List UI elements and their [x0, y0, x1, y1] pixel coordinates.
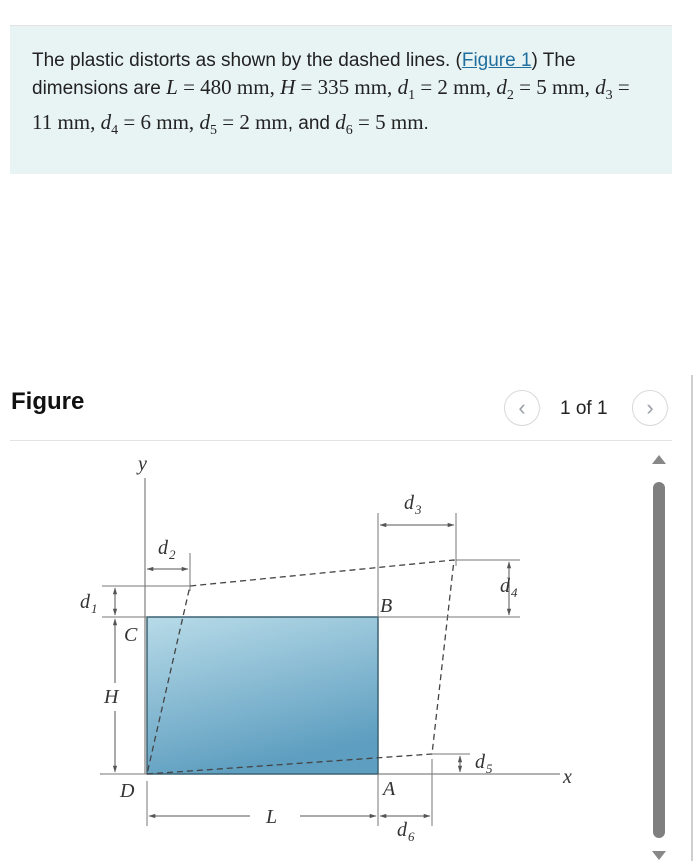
- chevron-right-icon: ›: [646, 395, 654, 420]
- chevron-left-icon: ‹: [518, 395, 526, 420]
- point-B-label: B: [380, 595, 393, 617]
- plastic-plate: [147, 617, 378, 774]
- figure-heading: Figure: [11, 388, 85, 415]
- next-figure-button[interactable]: [632, 390, 668, 426]
- L-value: 480 mm,: [200, 75, 275, 99]
- d2-subscript: 2: [506, 87, 514, 103]
- d2-label: d: [158, 537, 168, 559]
- d2-symbol: d: [496, 75, 507, 99]
- d3-label-sub: 3: [415, 502, 422, 517]
- d4-subscript: 4: [111, 122, 119, 138]
- d6-label: d: [397, 819, 407, 841]
- figure-link[interactable]: Figure 1: [461, 50, 532, 71]
- d5-label-sub: 5: [486, 761, 493, 776]
- d3-symbol: d: [595, 75, 606, 99]
- previous-figure-button[interactable]: [504, 390, 540, 426]
- d6-label-sub: 6: [408, 829, 415, 844]
- L-symbol: L: [166, 75, 178, 99]
- d6-subscript: 6: [345, 122, 353, 138]
- point-A-label: A: [383, 778, 396, 800]
- intro-text: The plastic distorts as shown by the dashed lines. (: [32, 50, 462, 71]
- d2-label-sub: 2: [169, 547, 176, 562]
- d1-symbol: d: [397, 75, 409, 99]
- d1-label: d: [80, 591, 90, 613]
- figure-pager: 1 of 1: [560, 398, 608, 419]
- L-dimension-label: L: [266, 806, 278, 828]
- d5-subscript: 5: [209, 122, 217, 138]
- x-axis-label: x: [563, 766, 572, 788]
- point-C-label: C: [124, 624, 138, 646]
- point-D-label: D: [120, 780, 135, 802]
- d3-label: d: [404, 492, 414, 514]
- y-axis-label: y: [138, 453, 147, 475]
- panel-edge: [691, 375, 693, 861]
- d3-value: 11 mm,: [32, 109, 96, 134]
- H-value: 335 mm,: [317, 75, 393, 99]
- d6-value: 5 mm: [375, 109, 424, 134]
- d1-subscript: 1: [408, 87, 416, 103]
- H-symbol: H: [280, 75, 296, 99]
- scroll-up-arrow-icon[interactable]: [652, 455, 666, 464]
- after-link-text: ) The dimensions are: [32, 50, 576, 99]
- and-text: , and: [287, 112, 330, 134]
- distortion-figure: [0, 441, 640, 856]
- problem-statement: The plastic distorts as shown by the dashed lines. (Figure 1) The dimensions are L = 480 mm, H = 335 mm, $d_1 = 2$ mm, $d_2 = 5$ mm, $d_3 = 11$ mm, $d_4 = 6$ mm, $d_5 = 2$ mm, and $d_6 = 5$ mm.: [10, 26, 672, 174]
- d1-value: 2 mm,: [437, 75, 492, 99]
- scroll-down-arrow-icon[interactable]: [652, 851, 666, 860]
- d4-label: d: [500, 575, 510, 597]
- d3-subscript: 3: [605, 87, 613, 103]
- d4-label-sub: 4: [511, 585, 518, 600]
- d6-symbol: d: [335, 109, 346, 134]
- d2-value: 5 mm,: [536, 75, 590, 99]
- period: .: [423, 112, 429, 134]
- d4-symbol: d: [100, 109, 112, 134]
- d5-symbol: d: [199, 109, 210, 134]
- d5-label: d: [475, 751, 485, 773]
- d5-value: 2 mm: [239, 109, 288, 134]
- scrollbar-thumb[interactable]: [653, 482, 665, 838]
- d4-value: 6 mm,: [140, 109, 195, 134]
- d1-label-sub: 1: [91, 601, 98, 616]
- H-dimension-label: H: [104, 686, 119, 708]
